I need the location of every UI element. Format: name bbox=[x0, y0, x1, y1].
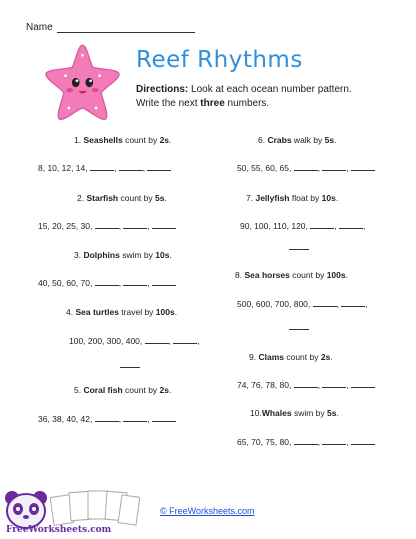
problem-subject: Seashells bbox=[83, 135, 123, 145]
problem-9-prompt bbox=[249, 352, 333, 362]
problem-end: . bbox=[169, 135, 172, 145]
answer-blank[interactable] bbox=[351, 387, 375, 388]
answer-blank[interactable] bbox=[351, 170, 375, 171]
problem-number: 4. bbox=[66, 307, 74, 317]
problem-8-sequence: 500, 600, 700, 800, , , bbox=[237, 299, 368, 309]
problem-verb: float by bbox=[289, 193, 322, 203]
answer-blank[interactable] bbox=[95, 421, 119, 422]
problem-verb: count by bbox=[118, 193, 155, 203]
problem-step: 100s bbox=[326, 270, 346, 280]
directions-line-1 bbox=[136, 84, 352, 95]
answer-blank[interactable] bbox=[123, 228, 147, 229]
answer-blank[interactable] bbox=[339, 228, 363, 229]
problem-subject: Sea horses bbox=[244, 270, 290, 280]
problem-subject: Clams bbox=[258, 352, 284, 362]
problem-number: 7. bbox=[246, 193, 254, 203]
starfish-icon bbox=[40, 40, 125, 125]
problem-number: 2. bbox=[77, 193, 85, 203]
answer-blank[interactable] bbox=[95, 285, 119, 286]
problem-subject: Jellyfish bbox=[255, 193, 290, 203]
problem-7-prompt bbox=[246, 193, 338, 203]
problem-3-prompt bbox=[74, 250, 172, 260]
answer-blank[interactable] bbox=[152, 285, 176, 286]
answer-blank[interactable] bbox=[322, 387, 346, 388]
answer-blank[interactable] bbox=[145, 343, 169, 344]
problem-subject: Crabs bbox=[267, 135, 292, 145]
problem-verb: travel by bbox=[118, 307, 156, 317]
problem-number: 10. bbox=[250, 408, 262, 418]
problem-step: 10s bbox=[155, 250, 170, 260]
directions-line-2 bbox=[136, 98, 269, 109]
problem-verb: count by bbox=[122, 385, 160, 395]
answer-blank[interactable] bbox=[310, 228, 334, 229]
problem-end: . bbox=[334, 135, 337, 145]
problem-end: . bbox=[169, 250, 172, 260]
problem-verb: count by bbox=[122, 135, 160, 145]
sequence-numbers: 40, 50, 60, 70, bbox=[38, 278, 95, 288]
answer-blank[interactable] bbox=[289, 249, 309, 250]
sequence-numbers: 36, 38, 40, 42, bbox=[38, 414, 95, 424]
problem-end: . bbox=[336, 408, 339, 418]
problem-step: 5s bbox=[327, 408, 337, 418]
problem-2-sequence: 15, 20, 25, 30, , , bbox=[38, 221, 176, 231]
problem-10-prompt bbox=[250, 408, 339, 418]
problem-5-sequence: 36, 38, 40, 42, , , bbox=[38, 414, 176, 424]
problem-number: 1. bbox=[74, 135, 82, 145]
answer-blank[interactable] bbox=[294, 170, 318, 171]
problem-subject: Sea turtles bbox=[75, 307, 119, 317]
answer-blank[interactable] bbox=[294, 444, 318, 445]
directions-bold-three: three bbox=[200, 98, 225, 109]
answer-blank[interactable] bbox=[322, 170, 346, 171]
problem-4-prompt bbox=[66, 307, 177, 317]
answer-blank[interactable] bbox=[119, 170, 143, 171]
sequence-numbers: 8, 10, 12, 14, bbox=[38, 163, 90, 173]
problem-verb: swim by bbox=[119, 250, 156, 260]
problem-2-prompt bbox=[77, 193, 167, 203]
answer-blank[interactable] bbox=[289, 329, 309, 330]
problem-9-sequence: 74, 76, 78, 80, , , bbox=[237, 380, 375, 390]
problem-7-sequence: 90, 100, 110, 120, , , bbox=[240, 221, 366, 231]
problem-end: . bbox=[164, 193, 167, 203]
problem-verb: count by bbox=[283, 352, 321, 362]
problem-5-prompt bbox=[74, 385, 171, 395]
sequence-numbers: 74, 76, 78, 80, bbox=[237, 380, 294, 390]
page-title: Reef Rhythms bbox=[136, 47, 303, 73]
problem-step: 5s bbox=[154, 193, 165, 203]
problem-end: . bbox=[335, 193, 339, 203]
sequence-numbers: 90, 100, 110, 120, bbox=[240, 221, 311, 231]
problem-10-sequence: 65, 70, 75, 80, , , bbox=[237, 437, 375, 447]
answer-blank[interactable] bbox=[123, 421, 147, 422]
answer-blank[interactable] bbox=[152, 421, 176, 422]
directions-text-2b: numbers. bbox=[224, 98, 270, 109]
problem-subject: Dolphins bbox=[83, 250, 120, 260]
sequence-numbers: 100, 200, 300, 400, bbox=[69, 336, 145, 346]
problem-step: 100s bbox=[155, 307, 175, 317]
name-label: Name bbox=[26, 22, 53, 33]
answer-blank[interactable] bbox=[147, 170, 171, 171]
sequence-numbers: 65, 70, 75, 80, bbox=[237, 437, 294, 447]
problem-end: . bbox=[169, 385, 172, 395]
problem-end: . bbox=[330, 352, 333, 362]
problem-subject: Starfish bbox=[86, 193, 119, 203]
problem-number: 9. bbox=[249, 352, 257, 362]
problem-step: 2s bbox=[320, 352, 331, 362]
problem-number: 6. bbox=[258, 135, 266, 145]
logo-text: FreeWorksheets.com bbox=[6, 525, 112, 535]
answer-blank[interactable] bbox=[294, 387, 318, 388]
answer-blank[interactable] bbox=[341, 306, 365, 307]
problem-6-sequence: 50, 55, 60, 65, , , bbox=[237, 163, 375, 173]
footer-link[interactable]: © FreeWorksheets.com bbox=[160, 506, 255, 516]
answer-blank[interactable] bbox=[123, 285, 147, 286]
problem-subject: Coral fish bbox=[83, 385, 123, 395]
problem-number: 8. bbox=[235, 270, 243, 280]
problem-number: 5. bbox=[74, 385, 82, 395]
sequence-numbers: 500, 600, 700, 800, bbox=[237, 299, 313, 309]
name-line bbox=[57, 32, 195, 33]
problem-1-prompt bbox=[74, 135, 171, 145]
problem-verb: swim by bbox=[291, 408, 328, 418]
problem-step: 10s bbox=[321, 193, 336, 203]
problem-6-prompt bbox=[258, 135, 336, 145]
problem-number: 3. bbox=[74, 250, 82, 260]
problem-verb: walk by bbox=[291, 135, 325, 145]
directions-text-1: Look at each ocean number pattern. bbox=[188, 84, 352, 95]
directions-text-2a: Write the next bbox=[136, 98, 201, 109]
problem-verb: count by bbox=[289, 270, 327, 280]
problem-end: . bbox=[174, 307, 178, 317]
problem-4-sequence: 100, 200, 300, 400, , , bbox=[69, 336, 200, 346]
answer-blank[interactable] bbox=[351, 444, 375, 445]
answer-blank[interactable] bbox=[120, 367, 140, 368]
problem-8-prompt bbox=[235, 270, 348, 280]
answer-blank[interactable] bbox=[90, 170, 114, 171]
problem-step: 2s bbox=[159, 385, 169, 395]
problem-1-sequence: 8, 10, 12, 14, , , bbox=[38, 163, 171, 173]
sequence-numbers: 50, 55, 60, 65, bbox=[237, 163, 294, 173]
answer-blank[interactable] bbox=[313, 306, 337, 307]
problem-end: . bbox=[345, 270, 348, 280]
answer-blank[interactable] bbox=[152, 228, 176, 229]
worksheet-thumbnails-icon bbox=[50, 488, 140, 528]
answer-blank[interactable] bbox=[95, 228, 119, 229]
directions-label: Directions: bbox=[136, 84, 189, 95]
problem-step: 2s bbox=[159, 135, 170, 145]
sequence-numbers: 15, 20, 25, 30, bbox=[38, 221, 95, 231]
answer-blank[interactable] bbox=[322, 444, 346, 445]
answer-blank[interactable] bbox=[173, 343, 197, 344]
problem-step: 5s bbox=[324, 135, 335, 145]
problem-3-sequence: 40, 50, 60, 70, , , bbox=[38, 278, 176, 288]
problem-subject: Whales bbox=[261, 408, 292, 418]
